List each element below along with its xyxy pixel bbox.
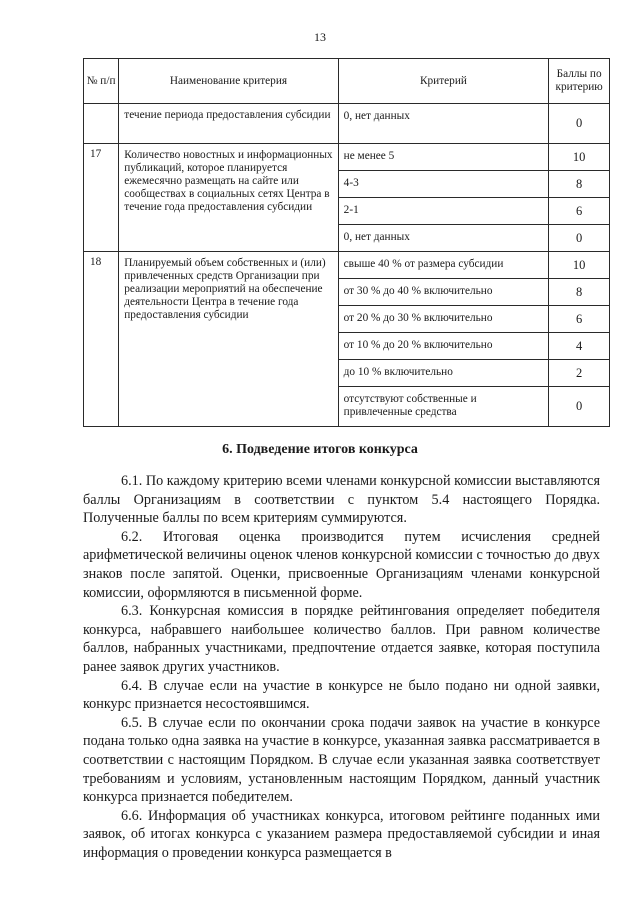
criterion-option: до 10 % включительно — [338, 360, 549, 387]
paragraph-6-6: 6.6. Информация об участниках конкурса, итоговом рейтинге поданных ими заявок, об итогах конкурса с указанием размера предоставляемой субсидии и иная информация о проведении конкурса размещается в — [83, 807, 600, 861]
row-number: 18 — [84, 252, 119, 427]
criterion-score: 6 — [549, 306, 610, 333]
criterion-score: 10 — [549, 252, 610, 279]
paragraph-6-3: 6.3. Конкурсная комиссия в порядке рейтингования определяет победителя конкурса, набравшего наибольшее количество баллов. При равном количестве баллов, набранных участниками, предпочтение отдается заявке, которая поступила ранее заявок других участников. — [83, 603, 600, 675]
criterion-score: 8 — [549, 171, 610, 198]
criterion-name: Планируемый объем собственных и (или) привлеченных средств Организации при реализации мероприятий на обеспечение деятельности Центра в течение года предоставления субсидии — [119, 252, 338, 427]
criterion-option: 4-3 — [338, 171, 549, 198]
criterion-score: 8 — [549, 279, 610, 306]
criteria-table — [83, 58, 610, 427]
paragraph-6-4: 6.4. В случае если на участие в конкурсе не было подано ни одной заявки, конкурс признается несостоявшимся. — [83, 677, 600, 713]
criterion-score: 0 — [549, 104, 610, 144]
criterion-score: 0 — [549, 225, 610, 252]
section-body — [83, 472, 600, 862]
header-criterion: Критерий — [338, 59, 549, 104]
criterion-score: 6 — [549, 198, 610, 225]
criterion-option: 0, нет данных — [338, 225, 549, 252]
table-row — [84, 144, 610, 171]
criterion-option: свыше 40 % от размера субсидии — [338, 252, 549, 279]
row-number — [84, 104, 119, 144]
header-number: № п/п — [84, 59, 119, 104]
criterion-name: Количество новостных и информационных публикаций, которое планируется ежемесячно размещать на сайте или сообществах в социальных сетях Центра в течение года предоставления субсидии — [119, 144, 338, 252]
row-number: 17 — [84, 144, 119, 252]
paragraph-6-2: 6.2. Итоговая оценка производится путем исчисления средней арифметической величины оценок членов конкурсной комиссии с точностью до двух знаков после запятой. Оценки, присвоенные Организациям членами конкурсной комиссии, оформляются в письменной форме. — [83, 528, 600, 601]
header-criterion-name: Наименование критерия — [119, 59, 338, 104]
criterion-option: 0, нет данных — [338, 104, 549, 144]
criterion-score: 10 — [549, 144, 610, 171]
paragraph-6-5: 6.5. В случае если по окончании срока подачи заявок на участие в конкурсе подана только одна заявка на участие в конкурсе, указанная заявка рассматривается в соответствии с настоящим Порядком. В случае если указанная заявка соответствует требованиям и условиям, установленным настоящим Порядком, данный участник конкурса признается победителем. — [83, 714, 600, 806]
criterion-score: 2 — [549, 360, 610, 387]
page-number: 13 — [314, 30, 326, 44]
table-row — [84, 252, 610, 279]
criterion-option: от 20 % до 30 % включительно — [338, 306, 549, 333]
criterion-option: отсутствуют собственные и привлеченные средства — [338, 387, 549, 427]
criterion-option: от 30 % до 40 % включительно — [338, 279, 549, 306]
section-heading: 6. Подведение итогов конкурса — [222, 442, 418, 457]
criterion-score: 0 — [549, 387, 610, 427]
criterion-option: от 10 % до 20 % включительно — [338, 333, 549, 360]
criterion-score: 4 — [549, 333, 610, 360]
criterion-option: не менее 5 — [338, 144, 549, 171]
criterion-option: 2-1 — [338, 198, 549, 225]
table-header-row — [84, 59, 610, 104]
criterion-name: течение периода предоставления субсидии — [119, 104, 338, 144]
paragraph-6-1: 6.1. По каждому критерию всеми членами конкурсной комиссии выставляются баллы Организациям в соответствии с пунктом 5.4 настоящего Порядка. Полученные баллы по всем критериям суммируются. — [83, 473, 600, 527]
header-score: Баллы по критерию — [549, 59, 610, 104]
table-row — [84, 104, 610, 144]
